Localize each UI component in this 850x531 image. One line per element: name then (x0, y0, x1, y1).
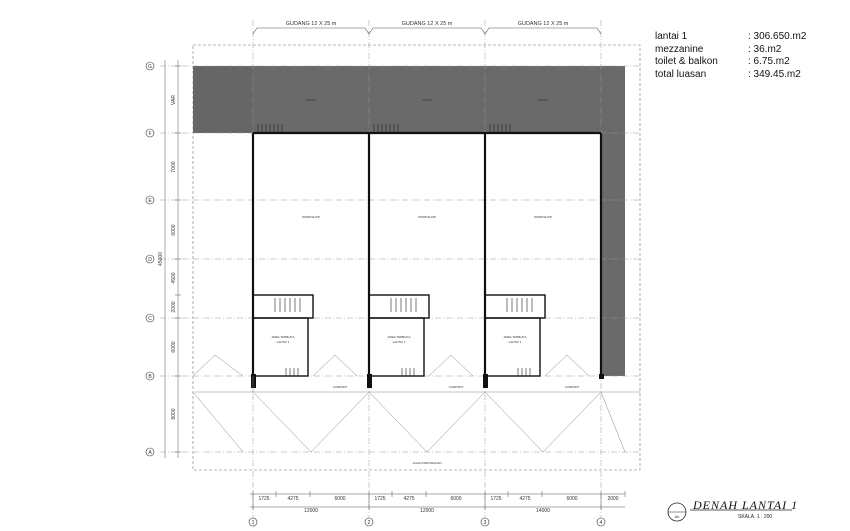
bdim-1725-1: 1725 (258, 496, 270, 502)
dim-var: VAR (171, 95, 177, 105)
room-area-terbuka-2: AREA TERBUKA (387, 335, 411, 339)
dim-4500: 4500 (171, 272, 177, 284)
room-workshop-1: WORKSHOP (302, 215, 320, 219)
room-lantai-2: LANTAI 1 (392, 340, 406, 344)
dim-6000-b: 6000 (171, 341, 177, 353)
room-taman-2: TAMAN (421, 98, 433, 102)
grid-row-c: C (148, 316, 152, 322)
bdim-6000-3: 6000 (566, 496, 578, 502)
title-mark-label: Ak (674, 514, 680, 519)
bdim-6000-1: 6000 (334, 496, 346, 502)
room-carport-1: CARPORT (332, 385, 348, 389)
room-area-terbuka-1: AREA TERBUKA (271, 335, 295, 339)
building-walls (253, 133, 601, 376)
room-workshop-3: WORKSHOP (534, 215, 552, 219)
taman-block-right (601, 66, 625, 376)
col-grid-bubbles (249, 518, 605, 526)
drawing-title: DENAH LANTAI 1 (693, 498, 799, 512)
room-carport-2: CARPORT (448, 385, 464, 389)
grid-row-d: D (148, 257, 152, 263)
grid-row-e: E (148, 198, 152, 204)
bdim-14000: 14000 (536, 508, 550, 514)
bdim-12000-1: 12000 (304, 508, 318, 514)
room-jalan: JALAN PERUMAHAN (412, 461, 442, 465)
bdim-6000-2: 6000 (450, 496, 462, 502)
bdim-4275-2: 4275 (403, 496, 415, 502)
area-row-lantai (655, 31, 806, 44)
room-carport-3: CARPORT (564, 385, 580, 389)
room-taman-1: TAMAN (305, 98, 317, 102)
grid-col-1: 1 (251, 520, 255, 526)
dim-6000-a: 6000 (171, 224, 177, 236)
grid-row-a: A (148, 450, 152, 456)
area-row-toilet (655, 56, 806, 69)
bdim-1725-2: 1725 (374, 496, 386, 502)
carport-roof-lines (193, 355, 640, 452)
area-row-mezzanine (655, 44, 806, 57)
grid-row-g: G (148, 64, 152, 70)
dim-8000: 8000 (171, 408, 177, 420)
area-row-total (655, 69, 806, 82)
grid-col-2: 2 (367, 520, 371, 526)
area-value: : 306.650.m2 (748, 31, 807, 42)
area-label: lantai 1 (655, 31, 688, 42)
grid-row-b: B (148, 374, 152, 380)
drawing-scale: SKALA. 1 : 200 (738, 514, 773, 520)
gudang-label-2: GUDANG 12 X 25 m (401, 21, 453, 27)
area-label: total luasan (655, 68, 707, 80)
bdim-12000-2: 12000 (420, 508, 434, 514)
room-lantai-1: LANTAI 1 (276, 340, 290, 344)
bdim-2000: 2000 (607, 496, 619, 502)
area-label: mezzanine (655, 43, 704, 55)
taman-block-1 (193, 66, 253, 133)
bdim-4275-3: 4275 (519, 496, 531, 502)
area-value: : 349.45.m2 (748, 68, 801, 80)
grid-col-3: 3 (483, 520, 487, 526)
bdim-1725-3: 1725 (490, 496, 502, 502)
area-label: toilet & balkon (655, 56, 718, 67)
room-area-terbuka-3: AREA TERBUKA (503, 335, 527, 339)
room-workshop-2: WORKSHOP (418, 215, 436, 219)
dim-45000: 45000 (158, 252, 164, 266)
bdim-4275-1: 4275 (287, 496, 299, 502)
dim-7000: 7000 (171, 161, 177, 173)
dim-2000: 2000 (171, 301, 177, 313)
grid-row-f: F (148, 131, 152, 137)
top-dimension-brackets (253, 28, 601, 34)
area-summary (655, 31, 806, 81)
grid-col-4: 4 (599, 520, 603, 526)
room-lantai-3: LANTAI 1 (508, 340, 522, 344)
area-value: : 36.m2 (748, 43, 782, 55)
area-value: : 6.75.m2 (748, 56, 790, 67)
gudang-label-3: GUDANG 12 X 25 m (517, 21, 569, 27)
room-taman-3: TAMAN (537, 98, 549, 102)
gudang-label-1: GUDANG 12 X 25 m (285, 21, 337, 27)
